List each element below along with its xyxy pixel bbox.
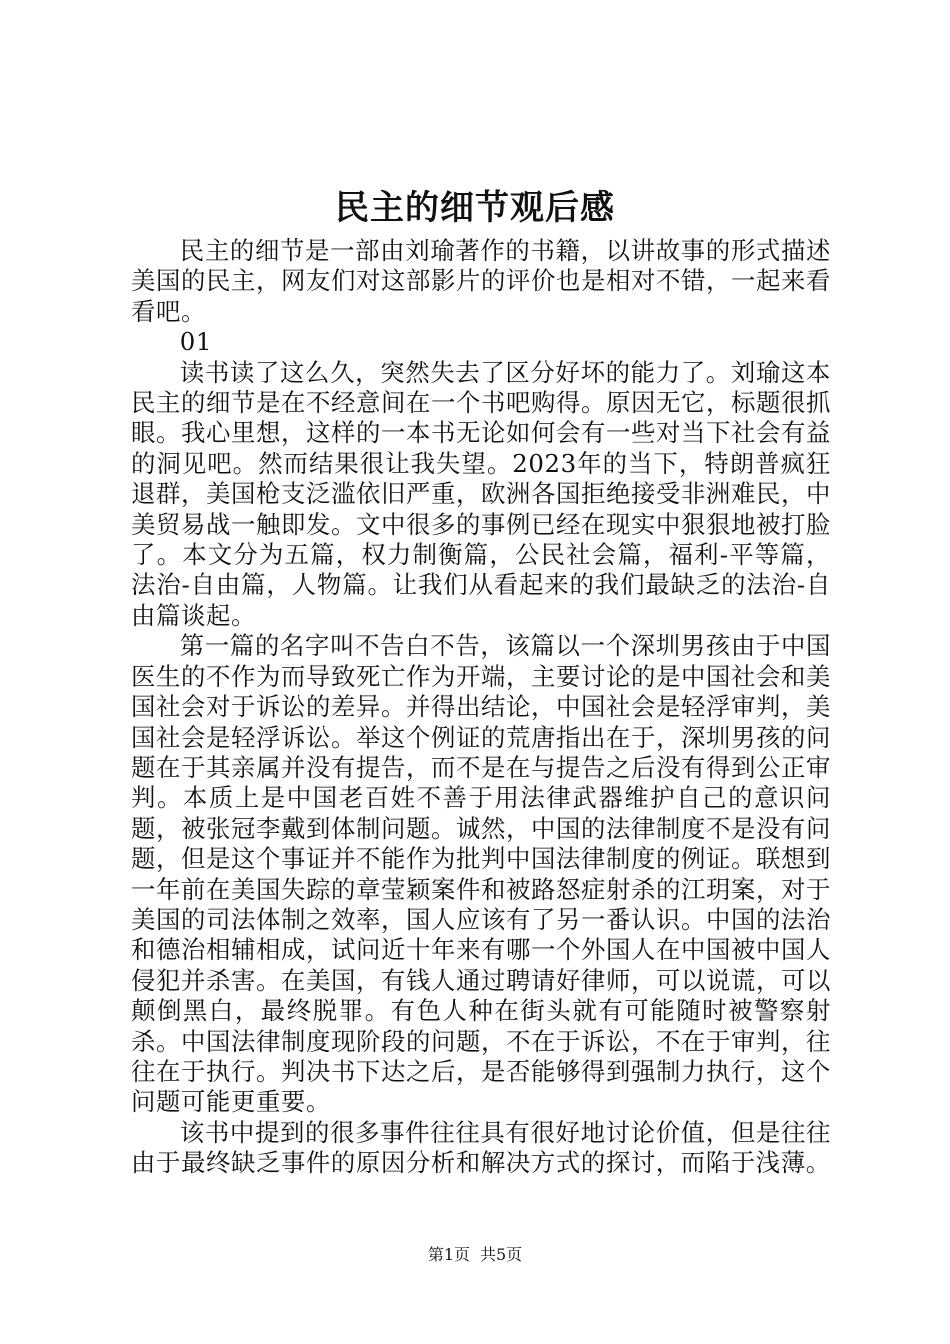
paragraph-review-opening: 读书读了这么久，突然失去了区分好坏的能力了。刘瑜这本民主的细节是在不经意间在一个书吧购得。原因无它，标题很抓眼。我心里想，这样的一本书无论如何会有一些对当下社会有益的洞见吧。然而结果很让我失望。2023年的当下，特朗普疯狂退群，美国枪支泛滥依旧严重，欧洲各国拒绝接受非洲难民，中美贸易战一触即发。文中很多的事例已经在现实中狠狠地被打脸了。本文分为五篇，权力制衡篇，公民社会篇，福利-平等篇，法治-自由篇，人物篇。让我们从看起来的我们最缺乏的法治-自由篇谈起。 xyxy=(131,357,831,630)
paragraph-intro: 民主的细节是一部由刘瑜著作的书籍，以讲故事的形式描述美国的民主，网友们对这部影片的评价也是相对不错，一起来看看吧。 xyxy=(131,236,831,326)
paragraph-closing: 该书中提到的很多事件往往具有很好地讨论价值，但是往往由于最终缺乏事件的原因分析和解决方式的探讨，而陷于浅薄。 xyxy=(131,1117,831,1178)
paragraph-first-chapter: 第一篇的名字叫不告白不告，该篇以一个深圳男孩由于中国医生的不作为而导致死亡作为开端，主要讨论的是中国社会和美国社会对于诉讼的差异。并得出结论，中国社会是轻浮审判，美国社会是轻浮诉讼。举这个例证的荒唐指出在于，深圳男孩的问题在于其亲属并没有提告，而不是在与提告之后没有得到公正审判。本质上是中国老百姓不善于用法律武器维护自己的意识问题，被张冠李戴到体制问题。诚然，中国的法律制度不是没有问题，但是这个事证并不能作为批判中国法律制度的例证。联想到一年前在美国失踪的章莹颖案件和被路怒症射杀的江玥案，对于美国的司法体制之效率，国人应该有了另一番认识。中国的法治和德治相辅相成，试问近十年来有哪一个外国人在中国被中国人侵犯并杀害。在美国，有钱人通过聘请好律师，可以说谎，可以颠倒黑白，最终脱罪。有色人种在街头就有可能随时被警察射杀。中国法律制度现阶段的问题，不在于诉讼，不在于审判，往往在于执行。判决书下达之后，是否能够得到强制力执行，这个问题可能更重要。 xyxy=(131,631,831,1117)
document-title: 民主的细节观后感 xyxy=(335,188,615,228)
document-body xyxy=(131,236,831,1179)
page-number: 第1页 xyxy=(427,1245,470,1264)
page-total: 共5页 xyxy=(480,1245,523,1264)
page-footer xyxy=(0,1244,950,1266)
section-number: 01 xyxy=(179,327,213,357)
